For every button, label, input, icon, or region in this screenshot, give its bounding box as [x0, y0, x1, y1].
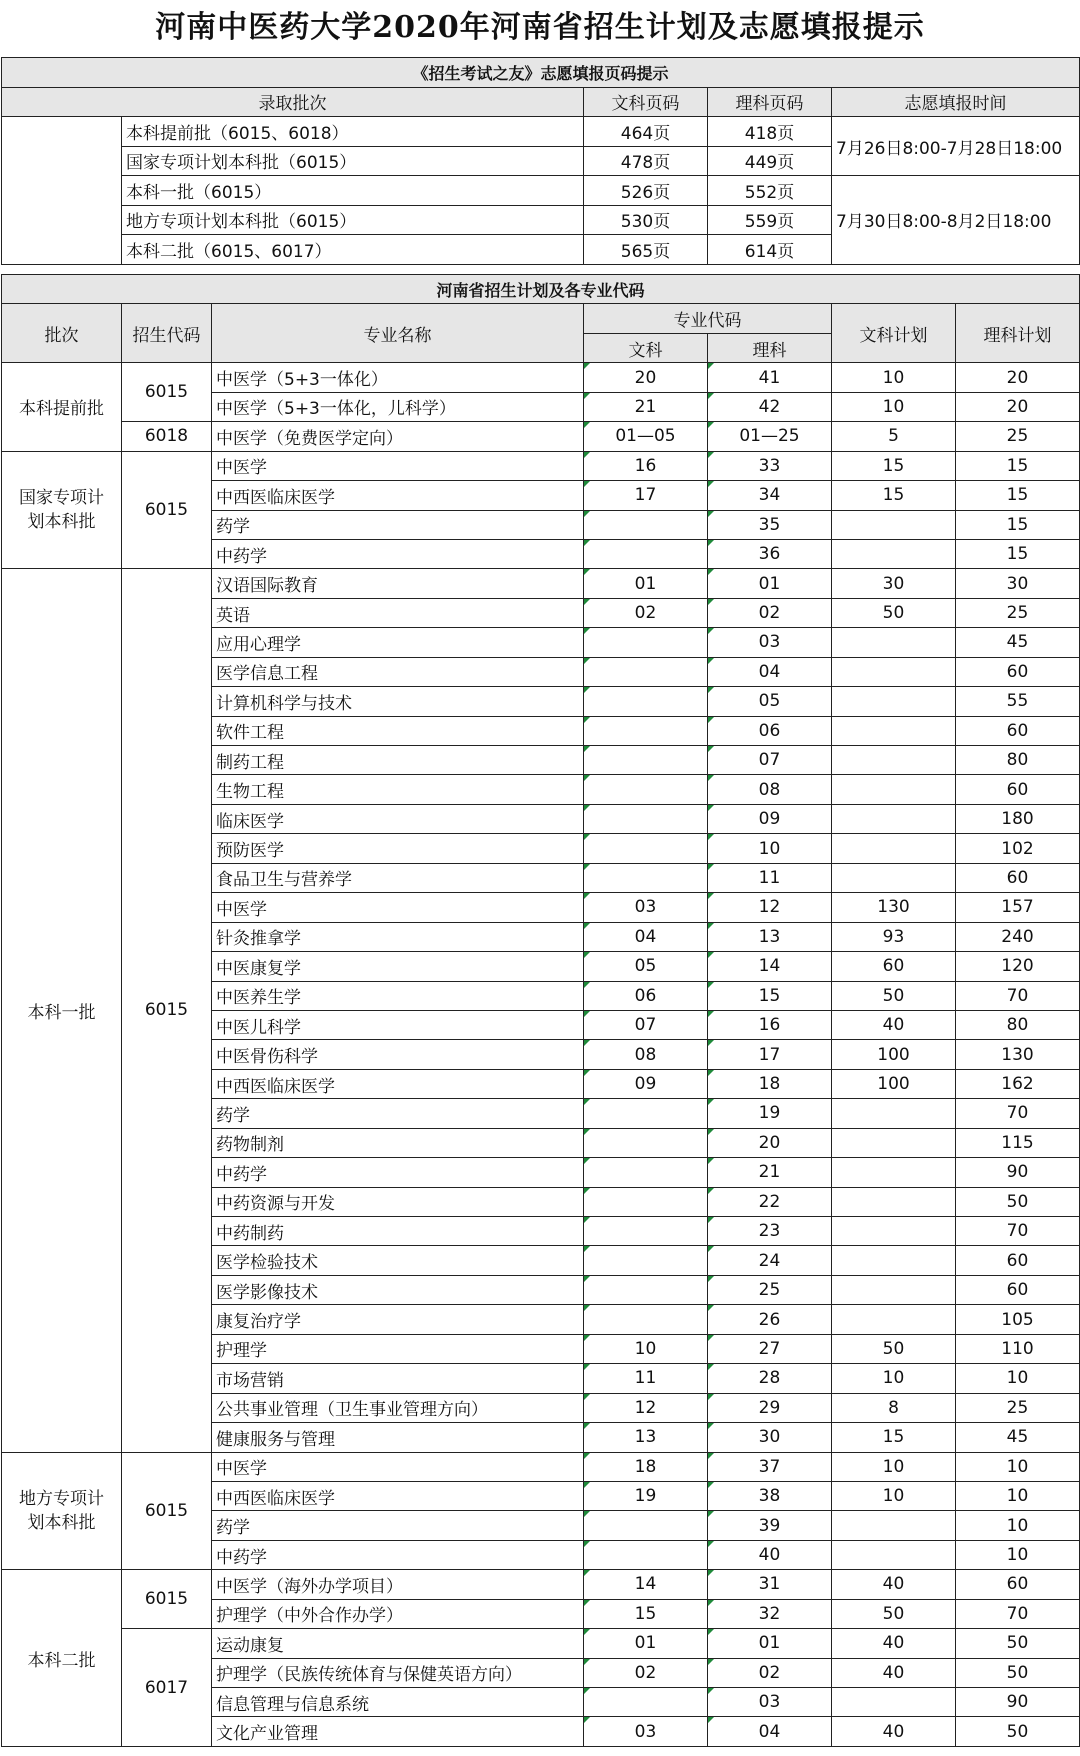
li-plan: 25 — [956, 1393, 1080, 1422]
li-code: 10 — [708, 834, 832, 863]
major-name: 中医康复学 — [212, 952, 584, 981]
wen-code: 18 — [584, 1452, 708, 1481]
li-page: 559页 — [708, 205, 832, 235]
li-code: 05 — [708, 687, 832, 716]
wen-code — [584, 510, 708, 539]
major-name: 公共事业管理（卫生事业管理方向） — [212, 1393, 584, 1422]
li-code: 08 — [708, 775, 832, 804]
li-code: 24 — [708, 1246, 832, 1275]
major-name: 中药学 — [212, 539, 584, 568]
wen-plan — [832, 657, 956, 686]
li-code: 23 — [708, 1217, 832, 1246]
wen-code: 15 — [584, 1599, 708, 1628]
li-plan: 25 — [956, 422, 1080, 451]
li-code: 20 — [708, 1128, 832, 1157]
wen-plan — [832, 1540, 956, 1569]
wen-plan: 8 — [832, 1393, 956, 1422]
wen-code: 13 — [584, 1423, 708, 1452]
wen-plan — [832, 1128, 956, 1157]
li-code: 40 — [708, 1540, 832, 1569]
li-code: 13 — [708, 922, 832, 951]
major-name: 医学影像技术 — [212, 1275, 584, 1304]
batch-name: 本科二批（6015、6017） — [122, 235, 584, 265]
wen-code — [584, 834, 708, 863]
li-code: 42 — [708, 392, 832, 421]
major-name: 预防医学 — [212, 834, 584, 863]
wen-plan — [832, 863, 956, 892]
li-code: 17 — [708, 1040, 832, 1069]
li-page: 449页 — [708, 146, 832, 176]
wen-plan: 10 — [832, 363, 956, 392]
batch-name: 本科一批（6015） — [122, 176, 584, 206]
table-row — [2, 569, 1080, 598]
wen-plan: 15 — [832, 481, 956, 510]
wen-code: 16 — [584, 451, 708, 480]
wen-plan: 100 — [832, 1069, 956, 1098]
li-plan: 80 — [956, 1010, 1080, 1039]
major-name: 健康服务与管理 — [212, 1423, 584, 1452]
major-name: 英语 — [212, 598, 584, 627]
major-name: 药学 — [212, 510, 584, 539]
wen-code: 11 — [584, 1364, 708, 1393]
li-plan: 60 — [956, 1246, 1080, 1275]
wen-code: 21 — [584, 392, 708, 421]
wen-plan — [832, 834, 956, 863]
wen-plan: 50 — [832, 1334, 956, 1363]
li-plan: 80 — [956, 746, 1080, 775]
batch-name: 国家专项计划本科批（6015） — [122, 146, 584, 176]
major-name: 中医学（免费医学定向） — [212, 422, 584, 451]
wen-code — [584, 1511, 708, 1540]
wen-plan — [832, 716, 956, 745]
li-plan: 90 — [956, 1158, 1080, 1187]
li-code: 06 — [708, 716, 832, 745]
table-row — [2, 1629, 1080, 1658]
wen-code — [584, 775, 708, 804]
wen-plan: 10 — [832, 1364, 956, 1393]
wen-page: 530页 — [584, 205, 708, 235]
wen-code: 06 — [584, 981, 708, 1010]
li-code: 15 — [708, 981, 832, 1010]
li-code: 01 — [708, 1629, 832, 1658]
wen-code: 19 — [584, 1481, 708, 1510]
li-code: 29 — [708, 1393, 832, 1422]
wen-code: 04 — [584, 922, 708, 951]
li-code: 35 — [708, 510, 832, 539]
li-plan: 60 — [956, 775, 1080, 804]
fill-time: 7月30日8:00-8月2日18:00 — [832, 176, 1080, 265]
section-title: 《招生考试之友》志愿填报页码提示 — [2, 58, 1080, 88]
li-plan: 50 — [956, 1658, 1080, 1687]
major-name: 中西医临床医学 — [212, 1069, 584, 1098]
li-code: 34 — [708, 481, 832, 510]
li-plan: 50 — [956, 1187, 1080, 1216]
wen-plan: 5 — [832, 422, 956, 451]
li-plan: 120 — [956, 952, 1080, 981]
li-code: 30 — [708, 1423, 832, 1452]
li-plan: 50 — [956, 1717, 1080, 1746]
li-plan: 70 — [956, 981, 1080, 1010]
wen-code — [584, 687, 708, 716]
li-code: 02 — [708, 1658, 832, 1687]
major-name: 信息管理与信息系统 — [212, 1688, 584, 1717]
wen-page: 478页 — [584, 146, 708, 176]
wen-code — [584, 804, 708, 833]
batch-cell: 本科一批 — [2, 569, 122, 1452]
wen-code — [584, 657, 708, 686]
wen-plan: 10 — [832, 392, 956, 421]
major-name: 中医学（海外办学项目） — [212, 1570, 584, 1599]
wen-plan — [832, 1187, 956, 1216]
li-code: 27 — [708, 1334, 832, 1363]
li-code: 37 — [708, 1452, 832, 1481]
enroll-code-cell: 6017 — [122, 1629, 212, 1747]
major-name: 中西医临床医学 — [212, 1481, 584, 1510]
wen-code — [584, 1187, 708, 1216]
wen-plan — [832, 775, 956, 804]
header-batch: 录取批次 — [2, 87, 584, 117]
wen-page: 565页 — [584, 235, 708, 265]
header-wen-plan: 文科计划 — [832, 304, 956, 363]
major-name: 中药学 — [212, 1540, 584, 1569]
major-name: 中医学 — [212, 451, 584, 480]
wen-code: 05 — [584, 952, 708, 981]
li-code: 03 — [708, 628, 832, 657]
li-plan: 10 — [956, 1540, 1080, 1569]
li-code: 32 — [708, 1599, 832, 1628]
wen-plan: 50 — [832, 981, 956, 1010]
table-row — [2, 1452, 1080, 1481]
enroll-code-cell: 6015 — [122, 1570, 212, 1629]
section-header-row — [2, 58, 1080, 88]
li-page: 418页 — [708, 117, 832, 147]
li-plan: 15 — [956, 539, 1080, 568]
wen-plan — [832, 1688, 956, 1717]
wen-code: 01 — [584, 1629, 708, 1658]
header-li: 理科 — [708, 333, 832, 362]
wen-code: 14 — [584, 1570, 708, 1599]
li-code: 19 — [708, 1099, 832, 1128]
li-plan: 50 — [956, 1629, 1080, 1658]
wen-code: 20 — [584, 363, 708, 392]
wen-code — [584, 1128, 708, 1157]
wen-code — [584, 1246, 708, 1275]
section-header-row — [2, 275, 1080, 304]
major-name: 软件工程 — [212, 716, 584, 745]
batch-cell: 本科提前批 — [2, 363, 122, 451]
wen-plan — [832, 1305, 956, 1334]
major-name: 临床医学 — [212, 804, 584, 833]
section-title: 河南省招生计划及各专业代码 — [2, 275, 1080, 304]
major-name: 护理学（中外合作办学） — [212, 1599, 584, 1628]
wen-plan: 40 — [832, 1629, 956, 1658]
wen-code — [584, 539, 708, 568]
wen-plan — [832, 1275, 956, 1304]
wen-plan — [832, 746, 956, 775]
fill-time: 7月26日8:00-7月28日18:00 — [832, 117, 1080, 176]
wen-plan: 15 — [832, 451, 956, 480]
wen-code: 02 — [584, 598, 708, 627]
wen-code — [584, 1688, 708, 1717]
li-plan: 90 — [956, 1688, 1080, 1717]
wen-code: 02 — [584, 1658, 708, 1687]
li-code: 33 — [708, 451, 832, 480]
header-li-page: 理科页码 — [708, 87, 832, 117]
wen-plan: 30 — [832, 569, 956, 598]
table-row — [2, 1570, 1080, 1599]
major-name: 市场营销 — [212, 1364, 584, 1393]
li-plan: 45 — [956, 628, 1080, 657]
wen-code — [584, 716, 708, 745]
major-name: 运动康复 — [212, 1629, 584, 1658]
wen-code: 01—05 — [584, 422, 708, 451]
wen-plan: 40 — [832, 1010, 956, 1039]
blank-cell — [2, 117, 122, 265]
li-plan: 60 — [956, 1275, 1080, 1304]
enroll-code-cell: 6015 — [122, 363, 212, 422]
li-code: 26 — [708, 1305, 832, 1334]
li-code: 09 — [708, 804, 832, 833]
li-plan: 60 — [956, 716, 1080, 745]
batch-cell: 国家专项计划本科批 — [2, 451, 122, 569]
header-major-code: 专业代码 — [584, 304, 832, 333]
wen-plan: 60 — [832, 952, 956, 981]
major-name: 中西医临床医学 — [212, 481, 584, 510]
batch-cell: 地方专项计划本科批 — [2, 1452, 122, 1570]
wen-plan — [832, 1217, 956, 1246]
wen-code: 17 — [584, 481, 708, 510]
major-name: 食品卫生与营养学 — [212, 863, 584, 892]
li-plan: 130 — [956, 1040, 1080, 1069]
wen-code: 10 — [584, 1334, 708, 1363]
wen-plan: 130 — [832, 893, 956, 922]
major-name: 中医学（5+3一体化） — [212, 363, 584, 392]
li-plan: 10 — [956, 1481, 1080, 1510]
header-wen-page: 文科页码 — [584, 87, 708, 117]
li-code: 38 — [708, 1481, 832, 1510]
major-name: 制药工程 — [212, 746, 584, 775]
batch-name: 本科提前批（6015、6018） — [122, 117, 584, 147]
major-name: 生物工程 — [212, 775, 584, 804]
major-name: 针灸推拿学 — [212, 922, 584, 951]
wen-plan — [832, 1099, 956, 1128]
volunteer-page-table — [1, 57, 1080, 265]
wen-plan: 93 — [832, 922, 956, 951]
major-name: 中药学 — [212, 1158, 584, 1187]
wen-code: 03 — [584, 1717, 708, 1746]
major-name: 药学 — [212, 1511, 584, 1540]
wen-plan: 50 — [832, 1599, 956, 1628]
table-row — [2, 422, 1080, 451]
li-plan: 10 — [956, 1511, 1080, 1540]
li-plan: 30 — [956, 569, 1080, 598]
header-major: 专业名称 — [212, 304, 584, 363]
li-code: 01—25 — [708, 422, 832, 451]
header-row — [2, 87, 1080, 117]
wen-plan: 50 — [832, 598, 956, 627]
wen-plan — [832, 539, 956, 568]
wen-code — [584, 1540, 708, 1569]
li-plan: 10 — [956, 1364, 1080, 1393]
page-title: 河南中医药大学2020年河南省招生计划及志愿填报提示 — [155, 10, 925, 45]
wen-code: 01 — [584, 569, 708, 598]
wen-plan — [832, 628, 956, 657]
major-name: 计算机科学与技术 — [212, 687, 584, 716]
enroll-code-cell: 6015 — [122, 1452, 212, 1570]
li-plan: 25 — [956, 598, 1080, 627]
wen-code — [584, 1305, 708, 1334]
wen-plan: 10 — [832, 1481, 956, 1510]
major-name: 文化产业管理 — [212, 1717, 584, 1746]
li-code: 12 — [708, 893, 832, 922]
li-code: 31 — [708, 1570, 832, 1599]
wen-plan: 40 — [832, 1570, 956, 1599]
wen-page: 526页 — [584, 176, 708, 206]
li-code: 28 — [708, 1364, 832, 1393]
table-row — [2, 117, 1080, 147]
li-code: 14 — [708, 952, 832, 981]
major-name: 中药资源与开发 — [212, 1187, 584, 1216]
wen-plan: 10 — [832, 1452, 956, 1481]
wen-plan: 40 — [832, 1658, 956, 1687]
wen-code — [584, 1217, 708, 1246]
li-plan: 20 — [956, 392, 1080, 421]
major-name: 中医学（5+3一体化，儿科学） — [212, 392, 584, 421]
wen-code: 03 — [584, 893, 708, 922]
li-code: 25 — [708, 1275, 832, 1304]
wen-plan — [832, 510, 956, 539]
wen-code — [584, 863, 708, 892]
table-row — [2, 176, 1080, 206]
enroll-code-cell: 6018 — [122, 422, 212, 451]
li-plan: 70 — [956, 1599, 1080, 1628]
wen-plan — [832, 1511, 956, 1540]
major-name: 中医骨伤科学 — [212, 1040, 584, 1069]
li-code: 16 — [708, 1010, 832, 1039]
li-page: 614页 — [708, 235, 832, 265]
li-code: 36 — [708, 539, 832, 568]
wen-code: 09 — [584, 1069, 708, 1098]
major-name: 中医学 — [212, 893, 584, 922]
li-code: 04 — [708, 657, 832, 686]
li-plan: 15 — [956, 510, 1080, 539]
li-plan: 115 — [956, 1128, 1080, 1157]
li-plan: 15 — [956, 481, 1080, 510]
header-row — [2, 304, 1080, 333]
li-code: 04 — [708, 1717, 832, 1746]
wen-plan — [832, 1246, 956, 1275]
li-plan: 162 — [956, 1069, 1080, 1098]
li-code: 22 — [708, 1187, 832, 1216]
li-plan: 60 — [956, 863, 1080, 892]
major-name: 药学 — [212, 1099, 584, 1128]
wen-plan — [832, 687, 956, 716]
li-code: 01 — [708, 569, 832, 598]
header-code: 招生代码 — [122, 304, 212, 363]
table-row — [2, 451, 1080, 480]
wen-code — [584, 1099, 708, 1128]
header-time: 志愿填报时间 — [832, 87, 1080, 117]
li-plan: 70 — [956, 1099, 1080, 1128]
wen-plan: 40 — [832, 1717, 956, 1746]
li-plan: 15 — [956, 451, 1080, 480]
wen-plan: 100 — [832, 1040, 956, 1069]
wen-code: 07 — [584, 1010, 708, 1039]
enroll-code-cell: 6015 — [122, 569, 212, 1452]
li-code: 02 — [708, 598, 832, 627]
major-name: 药物制剂 — [212, 1128, 584, 1157]
major-name: 中医养生学 — [212, 981, 584, 1010]
li-plan: 102 — [956, 834, 1080, 863]
li-plan: 157 — [956, 893, 1080, 922]
major-name: 医学信息工程 — [212, 657, 584, 686]
li-plan: 110 — [956, 1334, 1080, 1363]
li-code: 03 — [708, 1688, 832, 1717]
li-code: 21 — [708, 1158, 832, 1187]
wen-code: 08 — [584, 1040, 708, 1069]
wen-plan: 15 — [832, 1423, 956, 1452]
header-li-plan: 理科计划 — [956, 304, 1080, 363]
batch-cell: 本科二批 — [2, 1570, 122, 1747]
li-code: 07 — [708, 746, 832, 775]
li-plan: 55 — [956, 687, 1080, 716]
li-plan: 180 — [956, 804, 1080, 833]
major-name: 护理学（民族传统体育与保健英语方向） — [212, 1658, 584, 1687]
enrollment-plan-table — [1, 274, 1080, 1747]
wen-code: 12 — [584, 1393, 708, 1422]
wen-code — [584, 1275, 708, 1304]
major-name: 中医儿科学 — [212, 1010, 584, 1039]
li-code: 39 — [708, 1511, 832, 1540]
major-name: 应用心理学 — [212, 628, 584, 657]
major-name: 中医学 — [212, 1452, 584, 1481]
major-name: 中药制药 — [212, 1217, 584, 1246]
table-row — [2, 363, 1080, 392]
li-code: 41 — [708, 363, 832, 392]
wen-page: 464页 — [584, 117, 708, 147]
li-plan: 60 — [956, 657, 1080, 686]
li-plan: 240 — [956, 922, 1080, 951]
li-code: 11 — [708, 863, 832, 892]
major-name: 汉语国际教育 — [212, 569, 584, 598]
batch-name: 地方专项计划本科批（6015） — [122, 205, 584, 235]
li-plan: 60 — [956, 1570, 1080, 1599]
li-plan: 20 — [956, 363, 1080, 392]
li-page: 552页 — [708, 176, 832, 206]
header-wen: 文科 — [584, 333, 708, 362]
li-plan: 10 — [956, 1452, 1080, 1481]
header-batch: 批次 — [2, 304, 122, 363]
major-name: 康复治疗学 — [212, 1305, 584, 1334]
li-plan: 105 — [956, 1305, 1080, 1334]
wen-plan — [832, 804, 956, 833]
li-code: 18 — [708, 1069, 832, 1098]
wen-code — [584, 746, 708, 775]
wen-code — [584, 628, 708, 657]
major-name: 护理学 — [212, 1334, 584, 1363]
wen-plan — [832, 1158, 956, 1187]
enroll-code-cell: 6015 — [122, 451, 212, 569]
wen-code — [584, 1158, 708, 1187]
li-plan: 70 — [956, 1217, 1080, 1246]
li-plan: 45 — [956, 1423, 1080, 1452]
major-name: 医学检验技术 — [212, 1246, 584, 1275]
